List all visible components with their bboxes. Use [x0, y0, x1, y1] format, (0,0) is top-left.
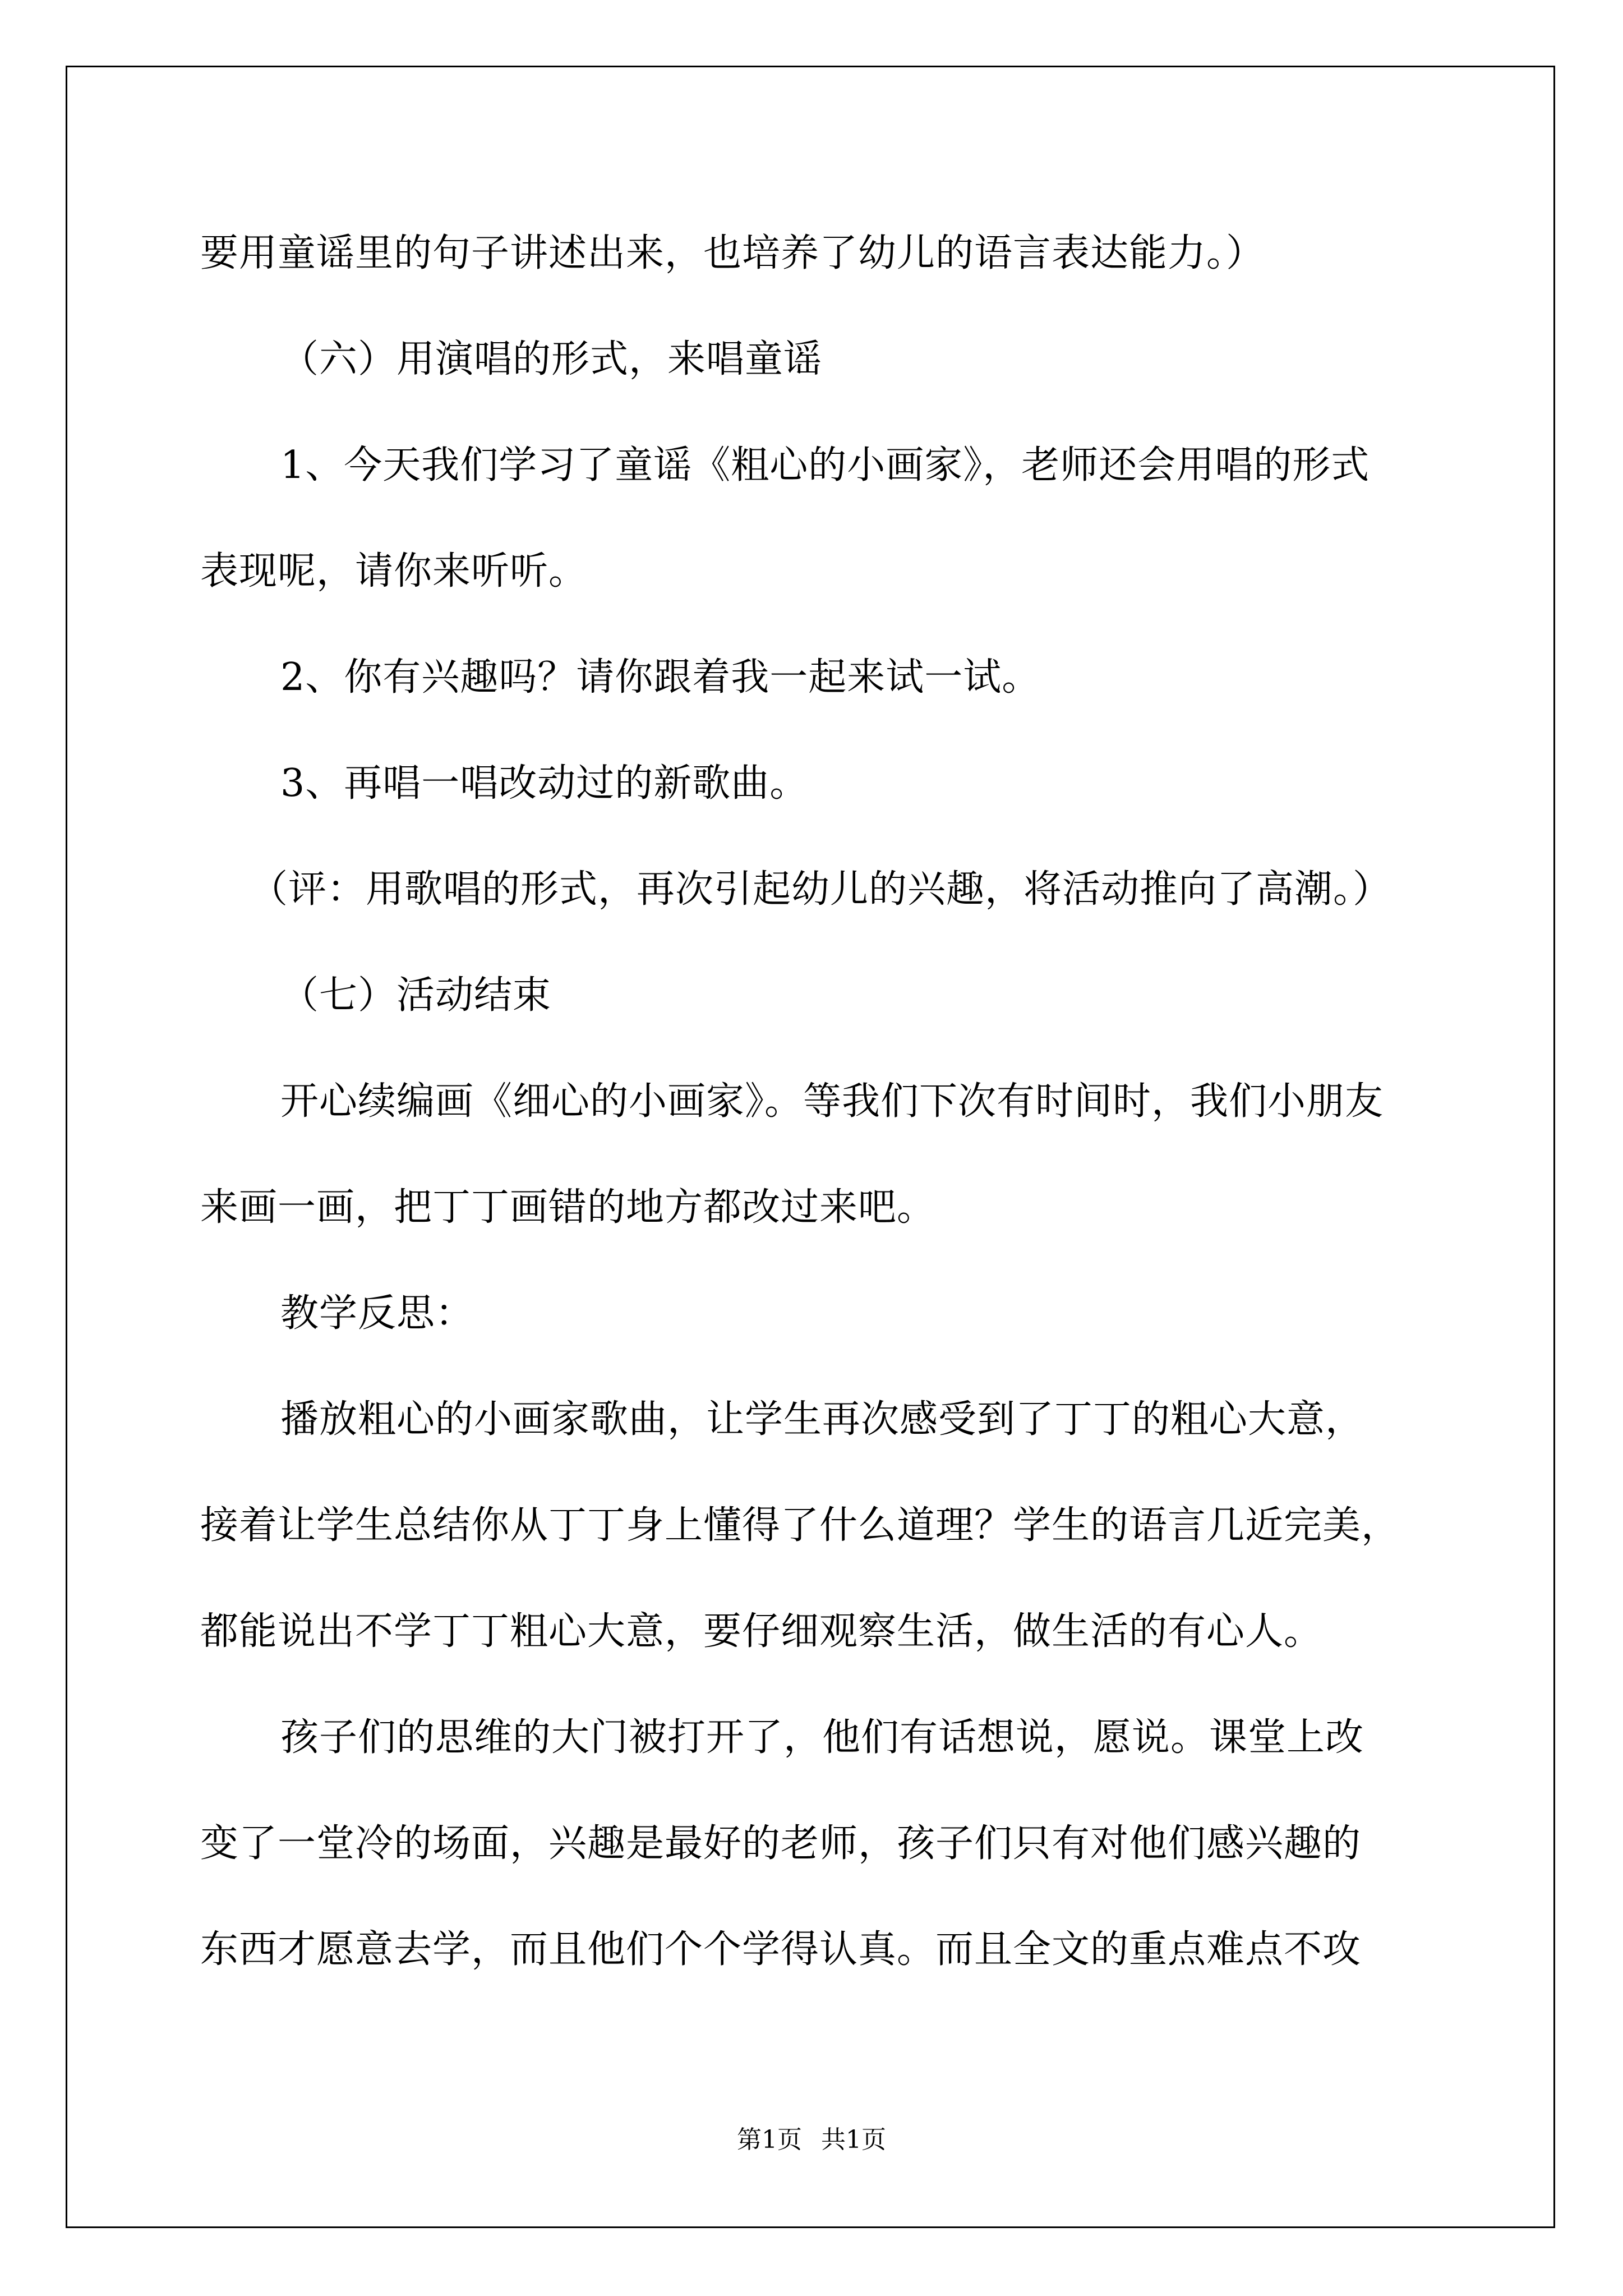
text-line-1: 要用童谣里的句子讲述出来，也培养了幼儿的语言表达能力。）	[200, 231, 1265, 275]
page-footer	[0, 2126, 1623, 2154]
text-line-13: 接着让学生总结你从丁丁身上懂得了什么道理？学生的语言几近完美，	[200, 1503, 1400, 1548]
page-border	[66, 66, 1555, 2228]
text-line-4: 表现呢，请你来听听。	[200, 549, 588, 593]
text-line-16: 变了一堂冷的场面，兴趣是最好的老师，孩子们只有对他们感兴趣的	[200, 1821, 1362, 1866]
text-line-3: 1、今天我们学习了童谣《粗心的小画家》，老师还会用唱的形式	[280, 443, 1370, 487]
text-line-15: 孩子们的思维的大门被打开了，他们有话想说，愿说。课堂上改	[280, 1715, 1364, 1760]
text-line-6: 3、再唱一唱改动过的新歌曲。	[280, 761, 809, 806]
text-line-12: 播放粗心的小画家歌曲，让学生再次感受到了丁丁的粗心大意，	[280, 1397, 1364, 1442]
text-line-17: 东西才愿意去学，而且他们个个学得认真。而且全文的重点难点不攻	[200, 1927, 1362, 1972]
text-line-7: （评：用歌唱的形式，再次引起幼儿的兴趣，将活动推向了高潮。）	[250, 867, 1392, 912]
text-line-9: 开心续编画《细心的小画家》。等我们下次有时间时，我们小朋友	[280, 1079, 1384, 1124]
page-number: 第1页	[737, 2125, 802, 2154]
text-line-2: （六）用演唱的形式，来唱童谣	[280, 337, 823, 381]
page-total: 共1页	[821, 2125, 886, 2154]
text-line-5: 2、你有兴趣吗？请你跟着我一起来试一试。	[280, 655, 1041, 700]
text-line-8: （七）活动结束	[280, 973, 552, 1018]
text-line-10: 来画一画，把丁丁画错的地方都改过来吧。	[200, 1185, 936, 1230]
text-line-11: 教学反思：	[280, 1291, 474, 1336]
text-line-14: 都能说出不学丁丁粗心大意，要仔细观察生活，做生活的有心人。	[200, 1609, 1323, 1654]
